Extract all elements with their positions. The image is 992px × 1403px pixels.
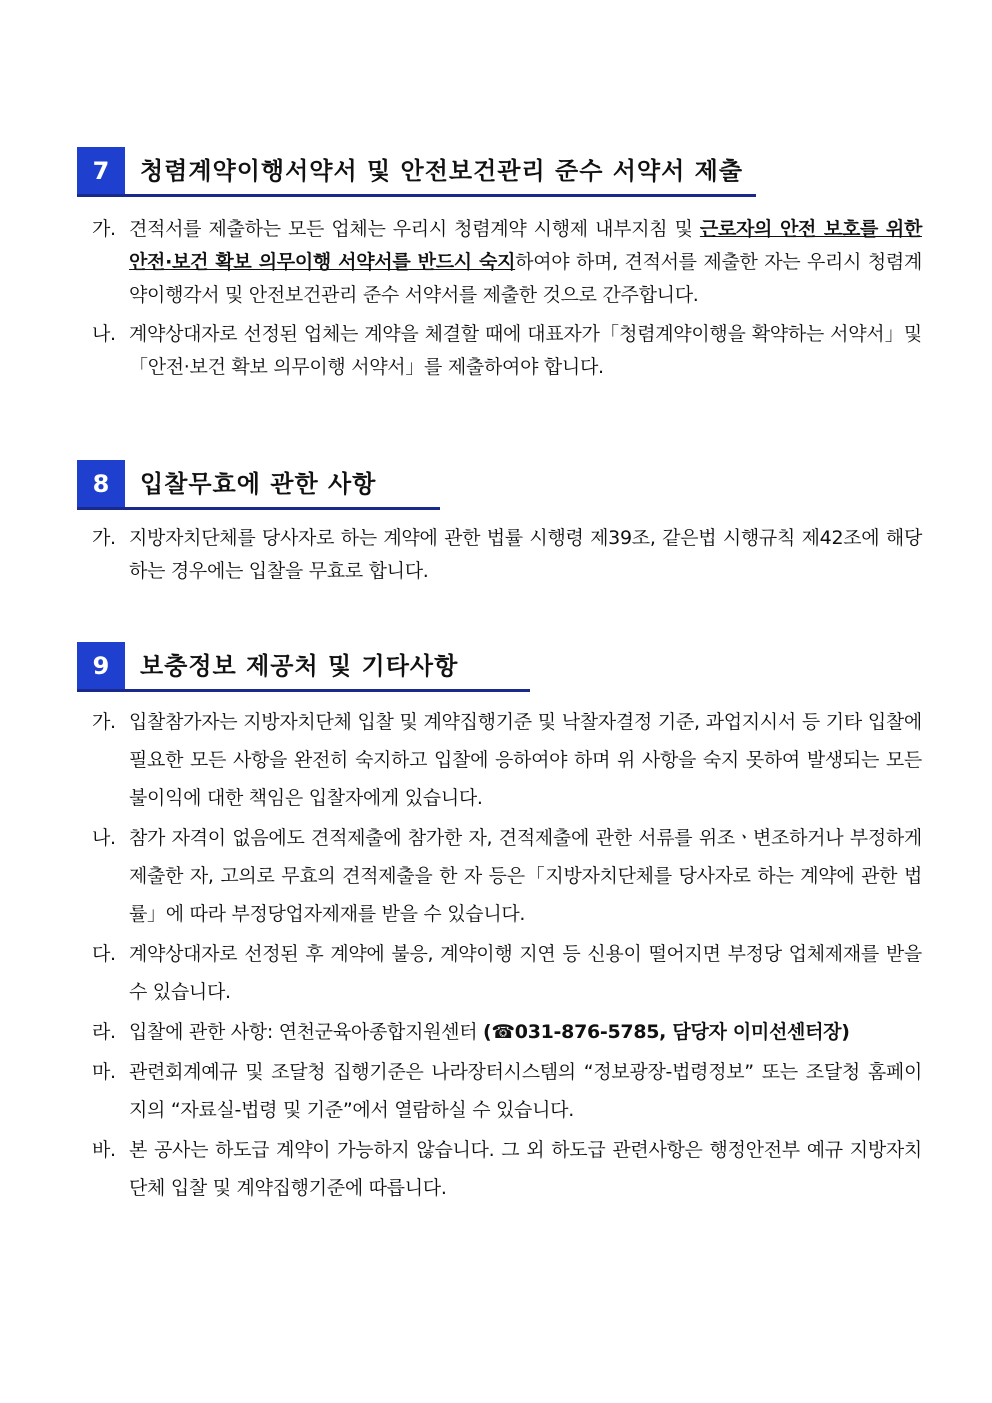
list-item [92,522,922,588]
heading-underline [77,507,440,510]
list-item [92,1053,922,1129]
section-heading [0,147,992,197]
list-item [92,935,922,1011]
heading-underline [77,689,530,692]
item-marker: 나. [92,827,116,849]
item-marker: 바. [92,1139,116,1161]
item-text: 지방자치단체를 당사자로 하는 계약에 관한 법률 시행령 제39조, 같은법 시행규칙 제42조에 해당하는 경우에는 입찰을 무효로 합니다. [129,527,922,582]
list-item [92,318,922,384]
item-text: 본 공사는 하도급 계약이 가능하지 않습니다. 그 외 하도급 관련사항은 행정안전부 예규 지방자치단체 입찰 및 계약집행기준에 따릅니다. [129,1139,922,1199]
item-text: 견적서를 제출하는 모든 업체는 우리시 청렴계약 시행제 내부지침 및 [129,218,700,240]
section-title: 보충정보 제공처 및 기타사항 [140,652,459,680]
heading-underline [77,194,756,197]
item-marker: 다. [92,943,116,965]
item-text: 참가 자격이 없음에도 견적제출에 참가한 자, 견적제출에 관한 서류를 위조ㆍ변조하거나 부정하게 제출한 자, 고의로 무효의 견적제출을 한 자 등은「지방자치단체를 당사자로 하는 계약에 관한 법률」에 따라 부정당업자제재를 받을 수 있습니다. [129,827,922,925]
section-7 [0,147,992,378]
item-list [92,213,922,390]
item-text: 관련회계예규 및 조달청 집행기준은 나라장터시스템의 “정보광장-법령정보” 또는 조달청 홈페이지의 “자료실-법령 및 기준”에서 열람하실 수 있습니다. [129,1061,922,1121]
list-item [92,1013,922,1051]
section-number: 8 [77,460,125,508]
item-marker: 가. [92,711,116,733]
list-item [92,703,922,817]
section-title: 청렴계약이행서약서 및 안전보건관리 준수 서약서 제출 [140,157,744,185]
list-item [92,819,922,933]
item-marker: 라. [92,1021,116,1043]
item-list [92,522,922,594]
section-heading [0,642,992,692]
item-text: 입찰참가자는 지방자치단체 입찰 및 계약집행기준 및 낙찰자결정 기준, 과업지시서 등 기타 입찰에 필요한 모든 사항을 완전히 숙지하고 입찰에 응하여야 하며 위 사항을 숙지 못하여 발생되는 모든 불이익에 대한 책임은 입찰자에게 있습니다. [129,711,922,809]
item-text: 계약상대자로 선정된 후 계약에 불응, 계약이행 지연 등 신용이 떨어지면 부정당 업체제재를 받을 수 있습니다. [129,943,922,1003]
section-number: 7 [77,147,125,195]
item-text: 계약상대자로 선정된 업체는 계약을 체결할 때에 대표자가「청렴계약이행을 확약하는 서약서」및「안전·보건 확보 의무이행 서약서」를 제출하여야 합니다. [129,323,922,378]
list-item [92,1131,922,1207]
section-9 [0,642,992,1199]
item-text: 입찰에 관한 사항: 연천군육아종합지원센터 [129,1021,484,1043]
section-heading [0,460,992,510]
item-list [92,703,922,1209]
item-marker: 가. [92,218,116,240]
item-underlined-text: 근로자의 안전 보호를 위한 안전·보건 확보 의무이행 서약서를 반드시 숙지 [129,218,922,273]
item-marker: 가. [92,527,116,549]
item-text-continued: 하여야 하며, 견적서를 제출한 자는 우리시 청렴계약이행각서 및 안전보건관리 준수 서약서를 제출한 것으로 간주합니다. [129,251,922,306]
list-item [92,213,922,312]
contact-info: (☎031-876-5785, 담당자 이미선센터장) [483,1021,850,1043]
section-8 [0,460,992,582]
section-number: 9 [77,642,125,690]
section-title: 입찰무효에 관한 사항 [140,470,377,498]
item-marker: 나. [92,323,116,345]
item-marker: 마. [92,1061,116,1083]
